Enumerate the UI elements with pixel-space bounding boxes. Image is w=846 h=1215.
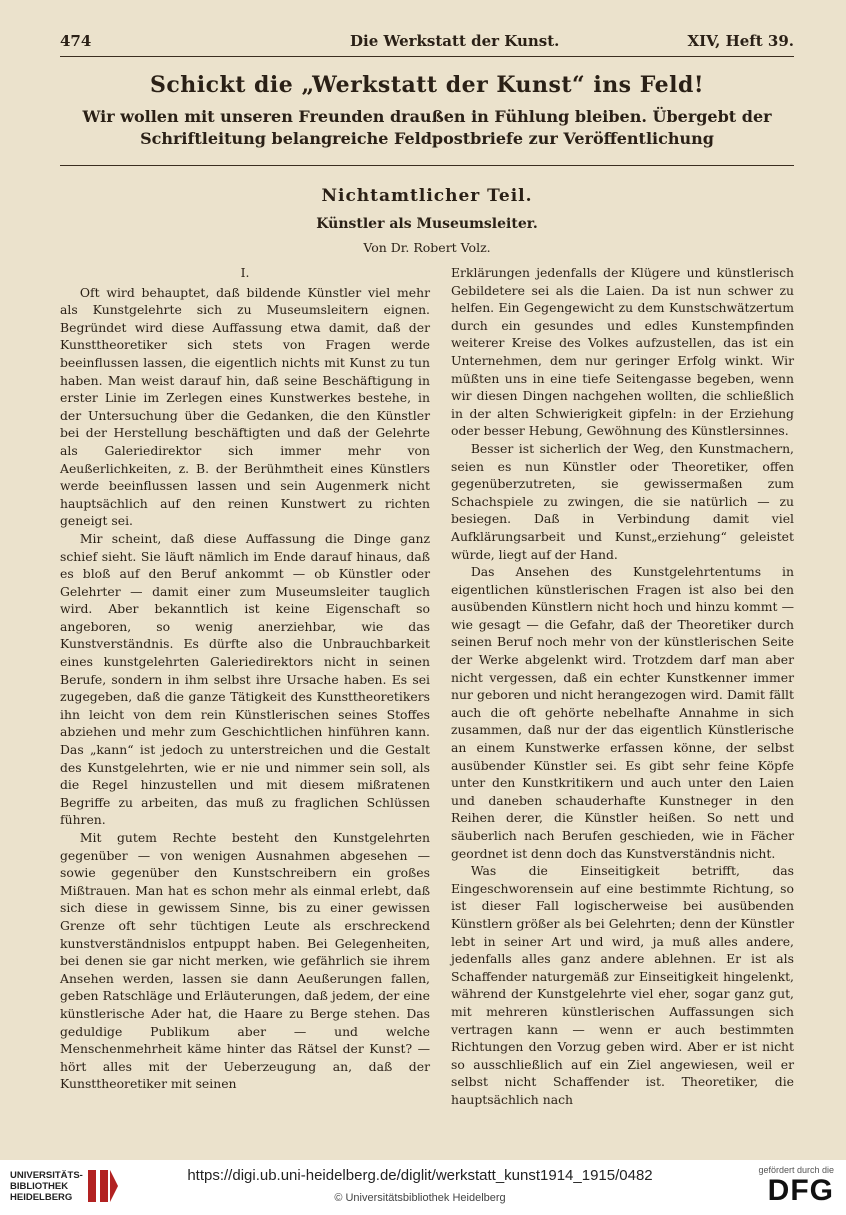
- paragraph: Das Ansehen des Kunstgelehrtentums in eigentlichen künstlerischen Fragen ist also bei den ausübenden Künstlern nicht hoch und hinzu kommt — wie gesagt — die Gefahr, daß der Theoretiker durch seinen Beruf noch mehr von der künstlerischen Seite der Werke abgelenkt wird. Trotzdem darf man aber nicht vergessen, daß ein echter Kunstkenner immer nur geboren und nicht herangezogen wird. Damit fällt auch die oft gehörte nebelhafte Annahme in sich zusammen, daß nur der das eigentlich Künstlerische an einem Kunstwerke erfassen könne, der selbst ausübender Künstler sei. Es gibt sehr feine Köpfe unter den Kunstkritikern und auch unter den Laien und daneben schauderhafte Kunstneger in den Reihen derer, die Künstler heißen. So nett und säuberlich nach Berufen geschieden, wie in Fächer geordnet ist denn doch das Kunstverständnis nicht.: [451, 564, 794, 861]
- dfg-logo: DFG: [767, 1174, 834, 1207]
- permalink[interactable]: https://digi.ub.uni-heidelberg.de/diglit/werkstatt_kunst1914_1915/0482: [187, 1167, 653, 1184]
- left-column: [60, 264, 430, 1093]
- paragraph: Besser ist sicherlich der Weg, den Kunstmachern, seien es nun Künstler oder Theoretiker, offen gegenüberzutreten, sie gewissermaßen zum Schachspiele zu zwingen, die sie natürlich — zu besiegen. Daß in Verbindung damit viel Aufklärungsarbeit und Kunst„erziehung“ geleistet würde, liegt auf der Hand.: [451, 440, 794, 562]
- section-title: Nichtamtlicher Teil.: [321, 186, 533, 206]
- article-title: Künstler als Museumsleiter.: [316, 216, 538, 232]
- appeal-box: [60, 72, 794, 150]
- paragraph: Erklärungen jedenfalls der Klügere und künstlerisch Gebildetere sei als die Laien. Da ist nun schwer zu helfen. Ein Gegengewicht zu dem Kunstschwätzertum durch ein gesundes und edles Kunstempfinden weiterer Kreise des Volkes aufzustellen, das ist ein Unternehmen, dem nur geringer Erfolg winkt. Wir müßten uns in eine tiefe Seitengasse begeben, wenn wir diesen Dingen nachgehen wollten, die schließlich in der alten Schwierigkeit gipfeln: in der Erziehung oder besser Hebung, Gewöhnung des Künstlersinnes.: [451, 265, 794, 439]
- journal-title: Die Werkstatt der Kunst.: [350, 32, 560, 50]
- copyright-notice: © Universitätsbibliothek Heidelberg: [334, 1192, 506, 1204]
- issue-number: XIV, Heft 39.: [687, 32, 794, 50]
- running-head: [60, 32, 794, 57]
- funder-note: gefördert durch die: [758, 1165, 834, 1175]
- paragraph: Oft wird behauptet, daß bildende Künstler viel mehr als Kunstgelehrte sich zu Museumsleitern eignen. Begründet wird diese Auffassung etwa damit, daß der Kunsttheoretiker sich stets von Fragen werde beeinflussen lassen, die eigentlich nichts mit Kunst zu tun haben. Man weist darauf hin, daß seine Beschäftigung in erster Linie im Zerlegen eines Kunstwerkes bestehe, in der Untersuchung über die Gedanken, die den Künstler bei der Herstellung beschäftigten und daß der Gelehrte als Galeriedirektor sich immer mehr von Aeußerlichkeiten, z. B. der Berühmtheit eines Künstlers werde beeinflussen lassen und sein Augenmerk nicht hauptsächlich auf den reinen Kunstwert zu richten geneigt sei.: [60, 284, 430, 529]
- library-logo-text: UNIVERSITÄTS- BIBLIOTHEK HEIDELBERG: [10, 1170, 83, 1203]
- library-logo-icon: [86, 1166, 120, 1206]
- appeal-headline: Schickt die „Werkstatt der Kunst“ ins Feld!: [149, 72, 705, 98]
- article-byline: Von Dr. Robert Volz.: [363, 240, 491, 255]
- paragraph: Mir scheint, daß diese Auffassung die Dinge ganz schief sieht. Sie läuft nämlich im Ende darauf hinaus, daß es bloß auf den Beruf ankommt — ob Künstler oder Gelehrter — damit einer zum Museumsleiter tauglich wird. Aber bekanntlich ist keine Eigenschaft so angeboren, so wenig anerziehbar, wie das Kunstverständnis. Es dürfte also die Unbrauchbarkeit eines kunstgelehrten Galeriedirektors nicht in seinen Berufe, sondern in ihm selbst ihre Ursache haben. Es sei zugegeben, daß die ganze Tätigkeit des Kunsttheoretikers ihn leicht von dem rein Künstlerischen seines Stoffes abziehen und mehr zum Geschichtlichen hinführen kann. Das „kann“ ist jedoch zu unterstreichen und die Gestalt des Kunstgelehrten, wie er nie und nimmer sein soll, als die Regel hinzustellen und mit diesem mißratenen Begriffe zu arbeiten, das muß zu fraglichen Schlüssen führen.: [60, 530, 430, 828]
- appeal-subline: Wir wollen mit unseren Freunden draußen in Fühlung bleiben. Übergebt der Schriftleitung belangreiche Feldpostbriefe zur Veröffentlichung: [82, 107, 772, 148]
- viewer-footer: [0, 1160, 846, 1215]
- divider: [60, 165, 794, 166]
- paragraph: Was die Einseitigkeit betrifft, das Eingeschworensein auf eine bestimmte Richtung, so ist dieser Fall logischerweise bei ausübenden Künstlern größer als bei Gelehrten; denn der Künstler lebt in seiner Art und wird, ja muß alles andere, jedenfalls alles ganz andere ablehnen. Er ist als Schaffender naturgemäß zur Einseitigkeit hingelenkt, während der Kunstgelehrte viel eher, sogar ganz gut, mit mehreren künstlerischen Auffassungen sich vertragen kann — wenn er auch bestimmten Richtungen den Vorzug geben wird. Aber er ist nicht so ausschließlich auf ein Ziel angewiesen, weil er selbst nicht Schaffender ist. Theoretiker, die hauptsächlich nach: [451, 863, 794, 1107]
- paragraph: Mit gutem Rechte besteht den Kunstgelehrten gegenüber — von wenigen Ausnahmen abgesehen — sowie gegenüber den Kunstschreibern ein großes Mißtrauen. Man hat es schon mehr als einmal erlebt, daß sich diese in gewissem Sinne, bis zu einer gewissen Grenze oft sehr tüchtigen Leute als erschreckend kunstverständnislos entpuppt haben. Bei Gelegenheiten, bei denen sie gar nicht merken, wie gefährlich sie ihrem Ansehen werden, lassen sie dann Aeußerungen fallen, geben Ratschläge und Erläuterungen, daß jedem, der eine künstlerische Ader hat, die Haare zu Berge stehen. Das geduldige Publikum aber — und welche Menschenmehrheit käme hinter das Rätsel der Kunst? — hört alles mit der Ueberzeugung an, daß der Kunsttheoretiker mit seinen: [60, 830, 430, 1092]
- right-column: [451, 264, 794, 1109]
- part-number: I.: [240, 265, 250, 280]
- page-number: 474: [60, 32, 92, 50]
